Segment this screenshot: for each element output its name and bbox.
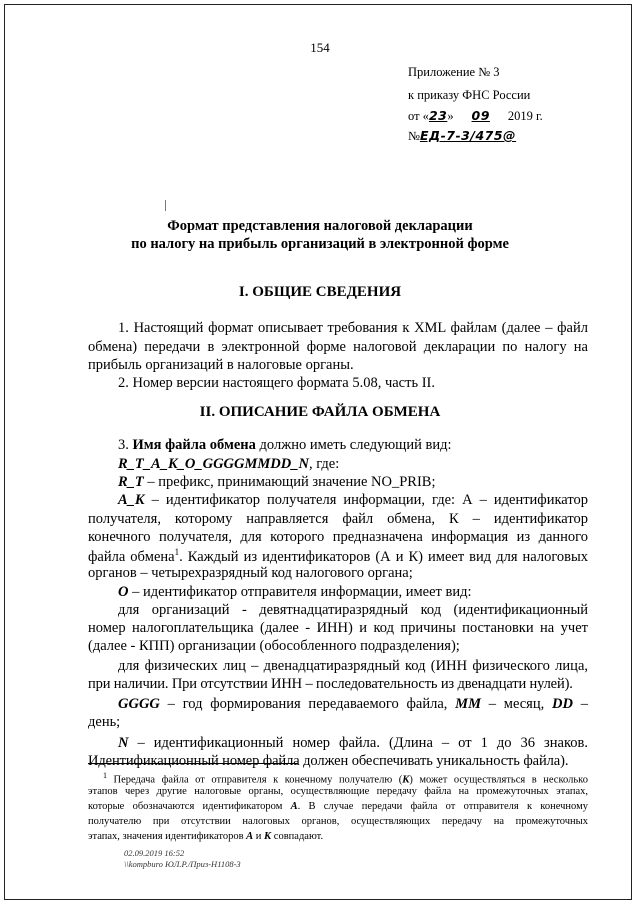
footnote-line1: $^1$ Передача файла от отправителя к конечному получателю (К) может осуществляться в несколько — [103, 771, 588, 786]
gggg-line1: GGGG – год формирования передаваемого файла, MM – месяц, DD – — [118, 696, 588, 712]
appendix-order: к приказу ФНС России — [408, 88, 531, 102]
p3-intro: 3. Имя файла обмена должно иметь следующий вид: — [118, 437, 452, 453]
print-path: \\kompburo ЮЛ.Р./Приз-Н1108-3 — [124, 859, 241, 869]
n-line1: N – идентификационный номер файла. (Длина – от 1 до 36 знаков. — [118, 735, 588, 751]
handwritten-day: 23 — [428, 108, 448, 123]
print-timestamp: 02.09.2019 16:52 — [124, 848, 185, 858]
org-line1: для организаций - девятнадцатиразрядный код (идентификационный — [118, 602, 588, 618]
org-line3: (далее - КПП) организации (обособленного подразделения); — [88, 638, 460, 654]
handwritten-order-number: ЕД-7-3/475@ — [419, 128, 517, 143]
scan-mark — [165, 200, 166, 211]
page-number: 154 — [310, 40, 330, 55]
section1-p1-line1: 1. Настоящий формат описывает требования к XML файлам (далее – файл — [118, 320, 588, 336]
rt-definition: R_T – префикс, принимающий значение NO_PRIB; — [118, 474, 436, 490]
appendix-date: от «23» 09 2019 г. — [408, 108, 543, 123]
org-line2: номер налогоплательщика (далее - ИНН) и код причины постановки на учет — [88, 620, 588, 636]
ak-line2: получателя, которому направляется файл обмена, К – идентификатор — [88, 511, 588, 527]
ak-line3: конечного получателя, для которого предназначена информация из данного — [88, 529, 588, 545]
footnote-line4: получателю при отсутствии налоговых органов, осуществляющих передачу на промежуточных — [88, 816, 588, 827]
section1-p1-line2: обмена) передачи в электронной форме налоговой декларации по налогу на — [88, 339, 588, 355]
footnote-line3: которые обозначаются идентификатором А. В случае передачи файла от отправителя к конечному — [88, 801, 588, 812]
footnote-rule — [88, 763, 298, 764]
handwritten-month: 09 — [471, 108, 490, 123]
section1-p2: 2. Номер версии настоящего формата 5.08, часть II. — [118, 375, 435, 391]
document-title-line2: по налогу на прибыль организаций в электронной форме — [131, 236, 509, 252]
section1-p1-line3: прибыль организаций в налоговые органы. — [88, 357, 354, 373]
filename-pattern: R_T_A_K_O_GGGGMMDD_N, где: — [118, 456, 340, 472]
appendix-number: №ЕД-7-3/475@ — [408, 128, 517, 143]
o-definition: O – идентификатор отправителя информации, имеет вид: — [118, 584, 472, 600]
section2-heading: II. ОПИСАНИЕ ФАЙЛА ОБМЕНА — [199, 404, 441, 420]
gggg-line2: день; — [88, 714, 121, 730]
footnote-line2: этапов через другие налоговые органы, осуществляющие передачу файла на промежуточных этапах, — [88, 786, 588, 797]
appendix-label: Приложение № 3 — [408, 65, 500, 79]
document-title-line1: Формат представления налоговой декларации — [167, 218, 473, 234]
ak-line4: файла обмена$^1$. Каждый из идентификаторов (А и К) имеет вид для налоговых — [88, 547, 588, 565]
fiz-line1: для физических лиц – двенадцатиразрядный код (ИНН физического лица, — [118, 658, 588, 674]
section1-heading: I. ОБЩИЕ СВЕДЕНИЯ — [238, 284, 402, 300]
ak-line1: A_K – идентификатор получателя информации, где: А – идентификатор — [118, 492, 588, 508]
footnote-ref: 1 — [174, 547, 180, 557]
footnote-line5: этапах, значения идентификаторов А и К совпадают. — [88, 831, 324, 842]
ak-line5: органов – четырехразрядный код налогового органа; — [88, 565, 413, 581]
fiz-line2: при наличии. При отсутствии ИНН – последовательность из двенадцати нулей). — [88, 676, 573, 692]
n-line2: Идентификационный номер файла должен обеспечивать уникальность файла). — [88, 753, 569, 769]
